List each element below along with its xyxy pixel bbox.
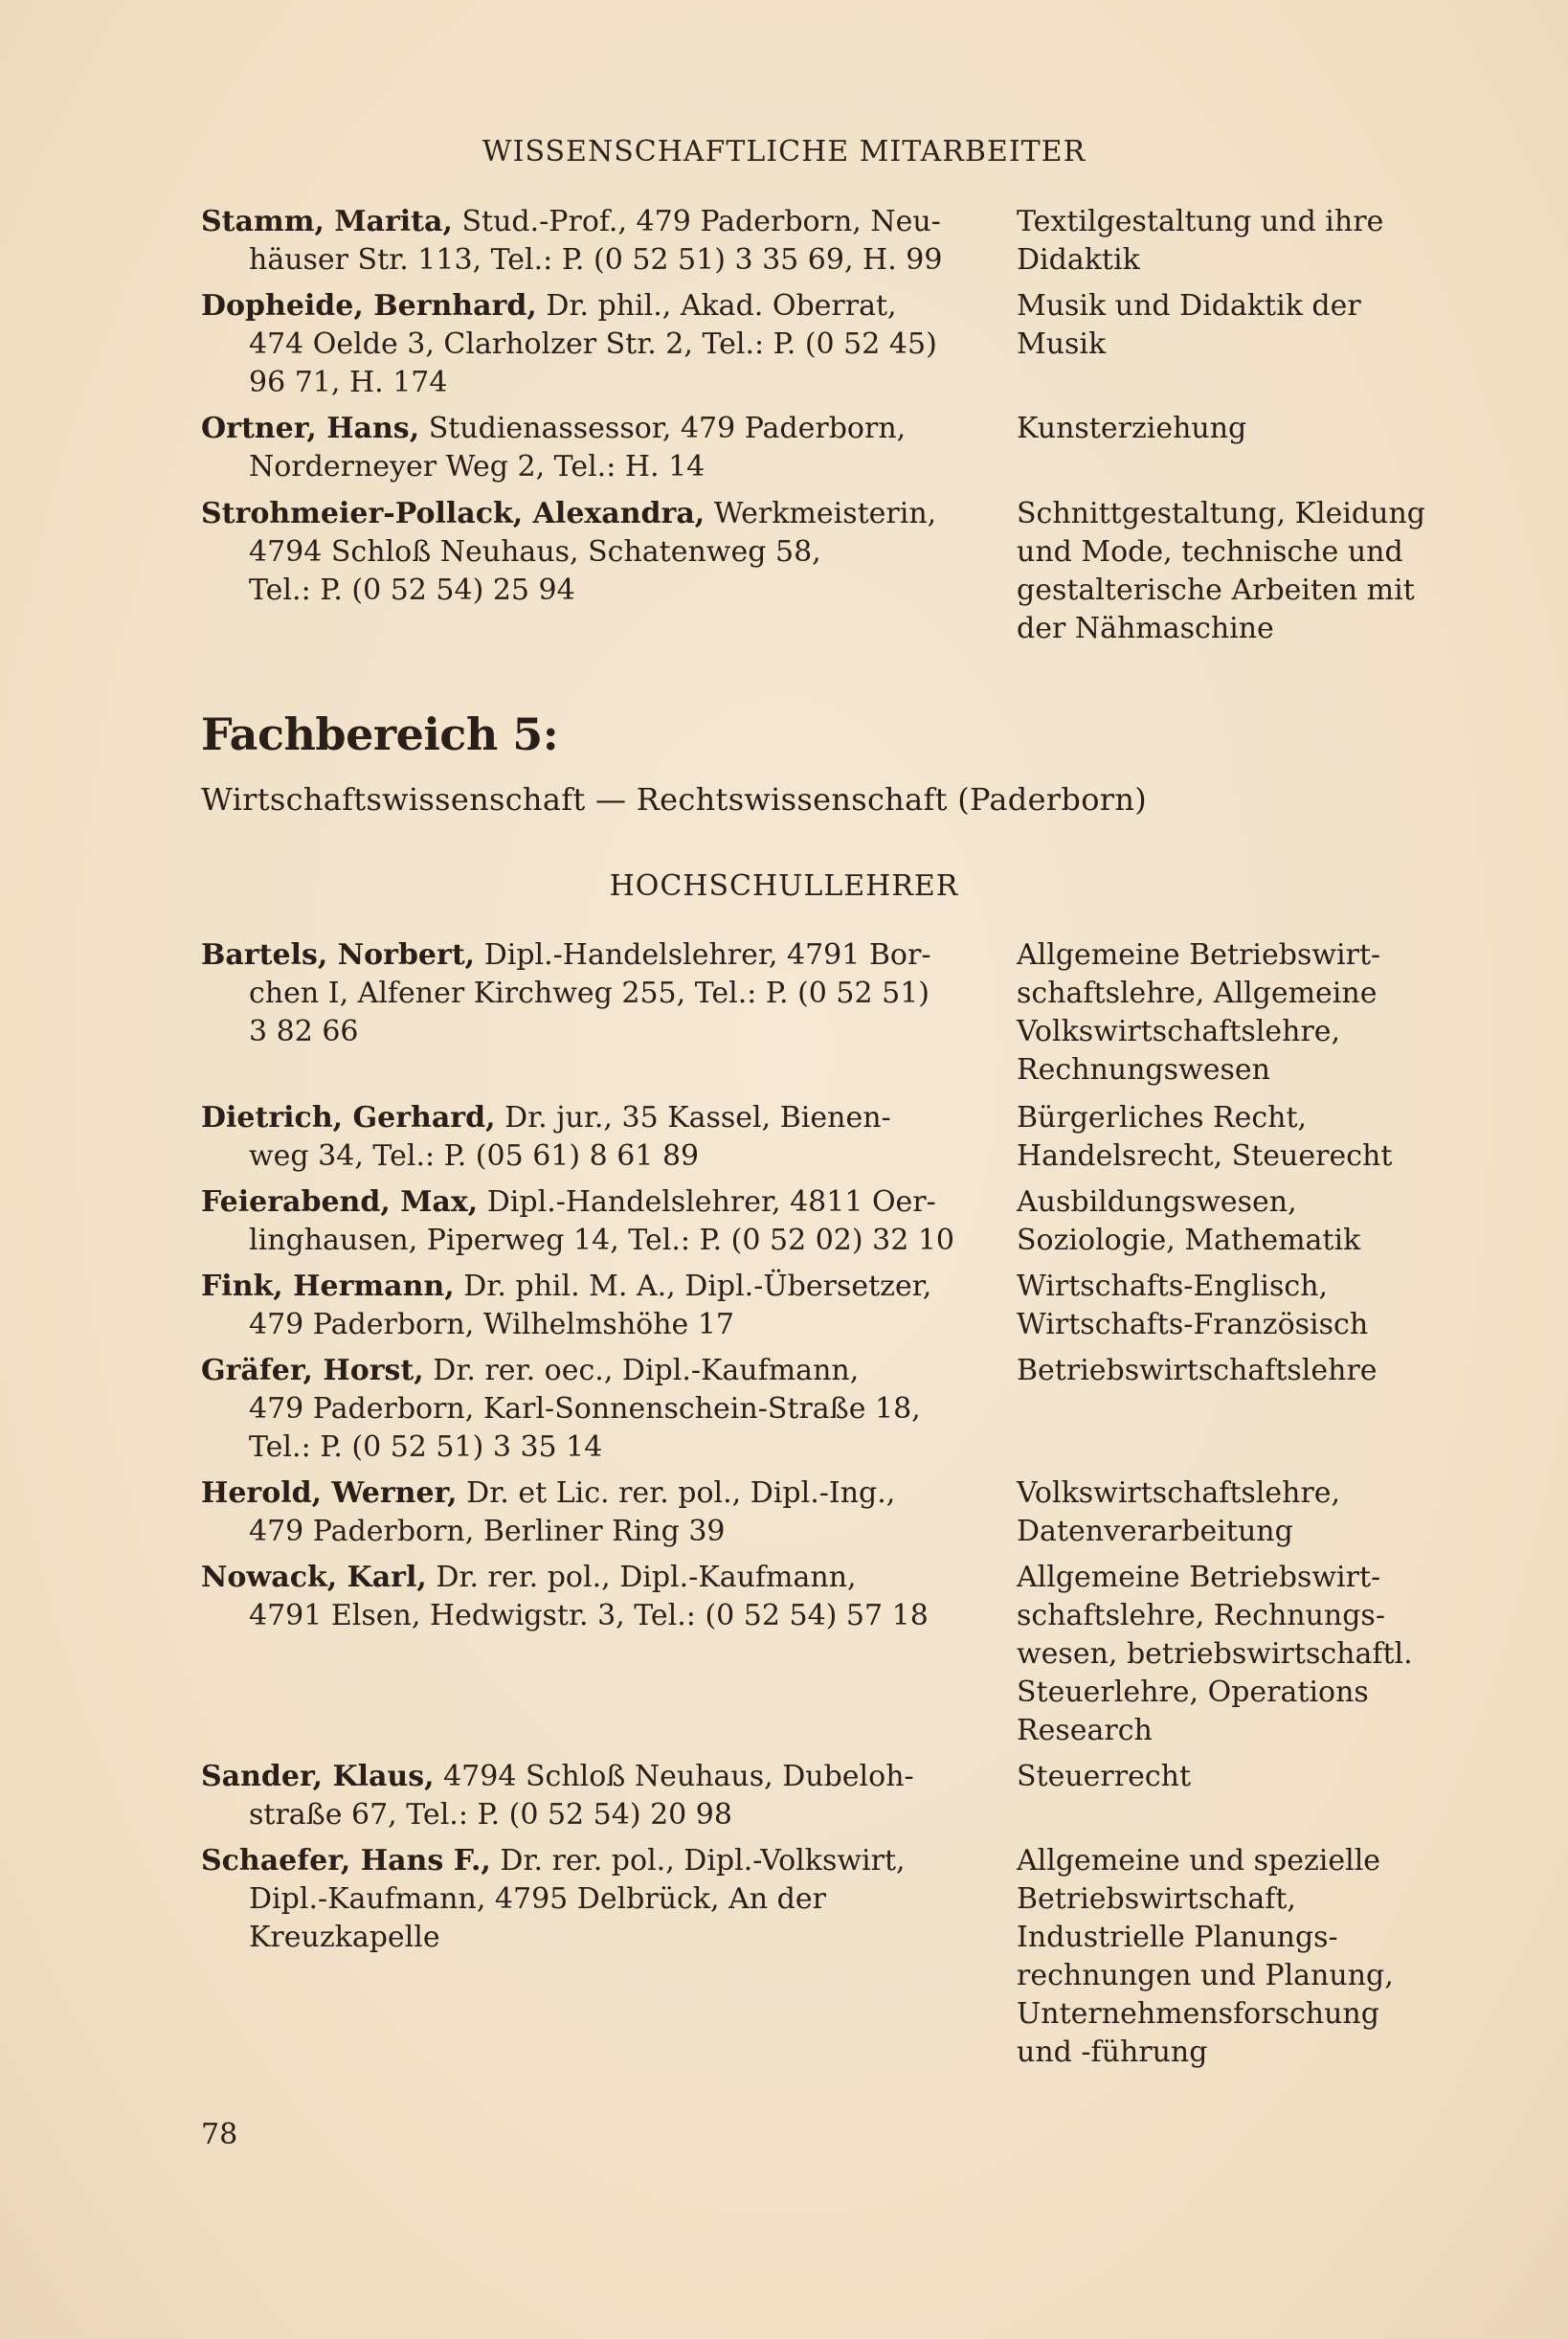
subject-line: der Nähmaschine: [1017, 612, 1274, 645]
entry-details: [201, 1842, 967, 1957]
entry-subject: [1017, 1352, 1438, 1390]
subject-line: Allgemeine und spezielle: [1017, 1844, 1381, 1878]
entry-details: [201, 203, 967, 280]
person-name: Herold, Werner,: [201, 1476, 458, 1510]
detail-line: Dipl.-Kaufmann, 4795 Delbrück, An der: [249, 1882, 826, 1916]
entry-subject: [1017, 203, 1438, 280]
subject-line: Wirtschafts-Französisch: [1017, 1308, 1369, 1341]
detail-line: Dipl.-Handelslehrer, 4791 Bor-: [483, 938, 931, 972]
detail-line: Dr. phil. M. A., Dipl.-Übersetzer,: [463, 1270, 932, 1303]
entry-subject: [1017, 287, 1438, 364]
subject-line: Bürgerliches Recht,: [1017, 1101, 1308, 1135]
detail-line: linghausen, Piperweg 14, Tel.: P. (0 52 02) 32 10: [249, 1224, 955, 1257]
detail-line: 4794 Schloß Neuhaus, Schatenweg 58,: [249, 535, 821, 569]
subject-line: wesen, betriebswirtschaftl.: [1017, 1637, 1413, 1671]
person-name: Gräfer, Horst,: [201, 1354, 424, 1387]
entry-details: [201, 410, 967, 486]
subject-line: Research: [1017, 1714, 1153, 1747]
entry-subject: [1017, 1842, 1438, 2072]
detail-line: Dr. phil., Akad. Oberrat,: [546, 289, 897, 323]
detail-line: Tel.: P. (0 52 54) 25 94: [249, 574, 575, 607]
detail-line: Dr. rer. pol., Dipl.-Kaufmann,: [436, 1561, 857, 1594]
entry-details: [201, 1183, 967, 1260]
subject-line: Datenverarbeitung: [1017, 1515, 1293, 1548]
detail-line: 96 71, H. 174: [249, 366, 448, 399]
subject-line: und -führung: [1017, 2035, 1208, 2069]
entry-subject: [1017, 1559, 1438, 1750]
detail-line: Kreuzkapelle: [249, 1921, 440, 1954]
fachbereich-subtitle: Wirtschaftswissenschaft — Rechtswissenschaft (Paderborn): [201, 781, 1148, 818]
page-number: 78: [201, 2118, 238, 2151]
person-name: Feierabend, Max,: [201, 1185, 479, 1219]
subject-line: Wirtschafts-Englisch,: [1017, 1270, 1329, 1303]
person-name: Dietrich, Gerhard,: [201, 1101, 496, 1135]
subject-line: Betriebswirtschaftslehre: [1017, 1354, 1378, 1387]
person-name: Strohmeier-Pollack, Alexandra,: [201, 497, 706, 530]
person-name: Nowack, Karl,: [201, 1561, 427, 1594]
subject-line: Ausbildungswesen,: [1017, 1185, 1297, 1219]
subject-line: Industrielle Planungs-: [1017, 1921, 1338, 1954]
subject-line: schaftslehre, Allgemeine: [1017, 977, 1378, 1010]
detail-line: weg 34, Tel.: P. (05 61) 8 61 89: [249, 1139, 700, 1173]
person-name: Dopheide, Bernhard,: [201, 289, 537, 323]
entry-details: [201, 936, 967, 1051]
detail-line: Norderneyer Weg 2, Tel.: H. 14: [249, 450, 706, 484]
detail-line: Tel.: P. (0 52 51) 3 35 14: [249, 1430, 603, 1464]
entry-details: [201, 287, 967, 402]
entry-subject: [1017, 1183, 1438, 1260]
subject-line: Kunsterziehung: [1017, 412, 1247, 445]
entry-details: [201, 1352, 967, 1467]
subject-line: Soziologie, Mathematik: [1017, 1224, 1361, 1257]
section-header-faculty: HOCHSCHULLEHRER: [609, 869, 959, 903]
detail-line: 479 Paderborn, Berliner Ring 39: [249, 1515, 726, 1548]
detail-line: chen I, Alfener Kirchweg 255, Tel.: P. (0 52 51): [249, 977, 930, 1010]
person-name: Fink, Hermann,: [201, 1270, 455, 1303]
detail-line: 4794 Schloß Neuhaus, Dubeloh-: [443, 1760, 914, 1793]
subject-line: Didaktik: [1017, 243, 1140, 277]
entry-subject: [1017, 1474, 1438, 1551]
detail-line: Dr. rer. oec., Dipl.-Kaufmann,: [433, 1354, 860, 1387]
subject-line: Steuerlehre, Operations: [1017, 1676, 1369, 1709]
person-name: Sander, Klaus,: [201, 1760, 435, 1793]
detail-line: 3 82 66: [249, 1015, 359, 1048]
entry-details: [201, 1474, 967, 1551]
subject-line: Volkswirtschaftslehre,: [1017, 1015, 1341, 1048]
entry-subject: [1017, 495, 1438, 648]
subject-line: Allgemeine Betriebswirt-: [1017, 938, 1381, 972]
detail-line: Dr. rer. pol., Dipl.-Volkswirt,: [500, 1844, 906, 1878]
detail-line: Studienassessor, 479 Paderborn,: [428, 412, 907, 445]
detail-line: 474 Oelde 3, Clarholzer Str. 2, Tel.: P. (0 52 45): [249, 327, 937, 361]
subject-line: rechnungen und Planung,: [1017, 1959, 1394, 1992]
detail-line: 4791 Elsen, Hedwigstr. 3, Tel.: (0 52 54) 57 18: [249, 1599, 929, 1632]
entry-subject: [1017, 1099, 1438, 1176]
entry-details: [201, 495, 967, 610]
subject-line: schaftslehre, Rechnungs-: [1017, 1599, 1385, 1632]
person-name: Bartels, Norbert,: [201, 938, 476, 972]
entry-details: [201, 1559, 967, 1635]
detail-line: 479 Paderborn, Karl-Sonnenschein-Straße 18,: [249, 1392, 921, 1426]
detail-line: häuser Str. 113, Tel.: P. (0 52 51) 3 35 69, H. 99: [249, 243, 943, 277]
detail-line: Stud.-Prof., 479 Paderborn, Neu-: [461, 205, 941, 238]
subject-line: Handelsrecht, Steuerecht: [1017, 1139, 1393, 1173]
subject-line: Musik und Didaktik der: [1017, 289, 1361, 323]
person-name: Ortner, Hans,: [201, 412, 420, 445]
entry-subject: [1017, 1268, 1438, 1344]
detail-line: Werkmeisterin,: [713, 497, 937, 530]
subject-line: Volkswirtschaftslehre,: [1017, 1476, 1341, 1510]
entry-details: [201, 1099, 967, 1176]
subject-line: Steuerrecht: [1017, 1760, 1192, 1793]
detail-line: straße 67, Tel.: P. (0 52 54) 20 98: [249, 1798, 732, 1832]
section-header-staff: WISSENSCHAFTLICHE MITARBEITER: [482, 135, 1086, 169]
entry-subject: [1017, 1758, 1438, 1796]
subject-line: Rechnungswesen: [1017, 1053, 1270, 1087]
detail-line: Dipl.-Handelslehrer, 4811 Oer-: [486, 1185, 936, 1219]
subject-line: Allgemeine Betriebswirt-: [1017, 1561, 1381, 1594]
person-name: Schaefer, Hans F.,: [201, 1844, 491, 1878]
entry-details: [201, 1268, 967, 1344]
person-name: Stamm, Marita,: [201, 205, 453, 238]
subject-line: gestalterische Arbeiten mit: [1017, 574, 1415, 607]
entry-details: [201, 1758, 967, 1834]
fachbereich-title: Fachbereich 5:: [201, 708, 559, 760]
entry-subject: [1017, 936, 1438, 1090]
detail-line: 479 Paderborn, Wilhelmshöhe 17: [249, 1308, 734, 1341]
subject-line: und Mode, technische und: [1017, 535, 1403, 569]
subject-line: Unternehmensforschung: [1017, 1997, 1379, 2031]
entry-subject: [1017, 410, 1438, 448]
subject-line: Textilgestaltung und ihre: [1017, 205, 1384, 238]
subject-line: Schnittgestaltung, Kleidung: [1017, 497, 1425, 530]
detail-line: Dr. jur., 35 Kassel, Bienen-: [504, 1101, 891, 1135]
detail-line: Dr. et Lic. rer. pol., Dipl.-Ing.,: [466, 1476, 896, 1510]
subject-line: Betriebswirtschaft,: [1017, 1882, 1296, 1916]
subject-line: Musik: [1017, 327, 1107, 361]
